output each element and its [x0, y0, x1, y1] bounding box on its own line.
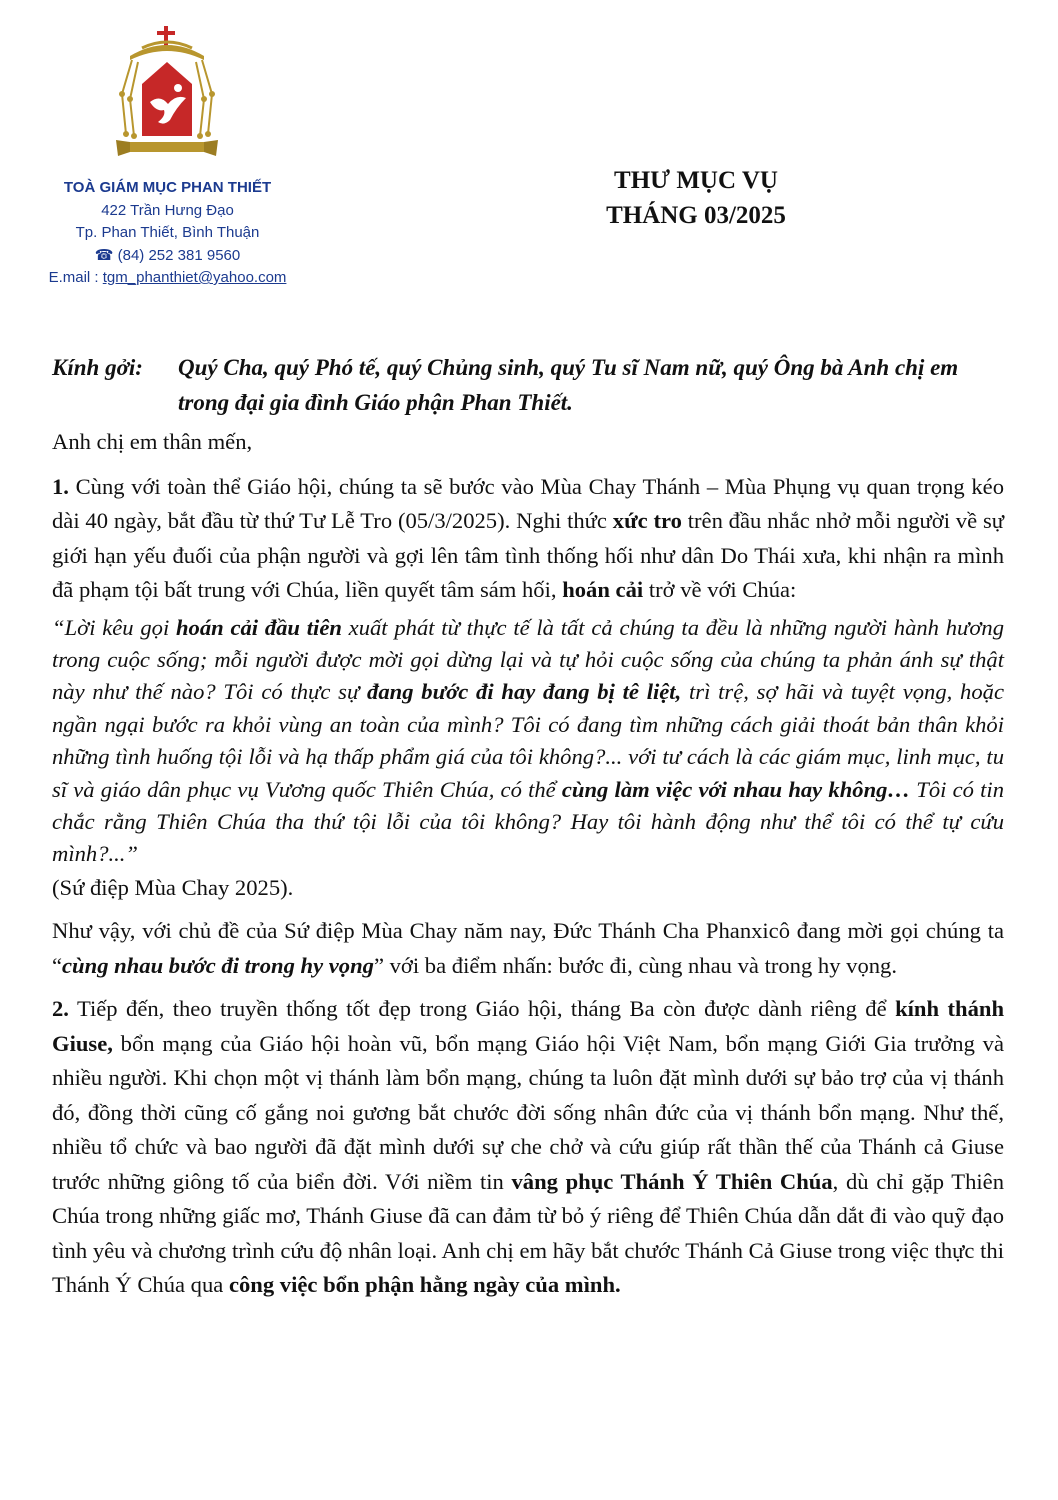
bold-run: kính thánh Giuse, — [52, 996, 1005, 1056]
text-run: ” với ba điểm nhấn: bước đi, cùng nhau và trong hy vọng. — [373, 952, 898, 978]
paragraph-theme — [52, 914, 1004, 983]
bold-italic-run: cùng nhau bước đi trong hy vọng — [62, 952, 374, 978]
org-address: 422 Trần Hưng Đạo — [101, 201, 234, 219]
quote-source: (Sứ điệp Mùa Chay 2025). — [52, 874, 294, 900]
addressee-label: Kính gởi: — [52, 355, 143, 380]
bold-run: cùng làm việc với nhau hay không… — [561, 776, 911, 802]
coat-of-arms-icon — [112, 24, 222, 164]
bold-run: vâng phục Thánh Ý Thiên Chúa — [511, 1168, 833, 1194]
email-link[interactable]: tgm_phanthiet@yahoo.com — [102, 269, 287, 286]
greeting: Anh chị em thân mến, — [52, 429, 253, 454]
text-run: Tiếp đến, theo truyền thống tốt đẹp trong Giáo hội, tháng Ba còn được dành riêng để — [68, 996, 896, 1022]
text-run: “Lời kêu gọi — [52, 614, 176, 640]
document-title — [560, 163, 832, 233]
org-phone-line — [30, 245, 305, 268]
bold-run: công việc bổn phận hằng ngày của mình. — [228, 1272, 621, 1298]
org-email-line — [30, 267, 305, 290]
title-line-1: THƯ MỤC VỤ — [614, 167, 778, 194]
text-run: trì trệ, sợ hãi và tuyệt vọng, hoặc ngần ngại bước ra khỏi vùng an toàn của mình? Tôi có đang tìm những cách giải thoát bản thân khỏi những tình huống tội lỗi và hạ thấp phẩm giá của tôi không?... với tư cách là các giám mục, linh mục, tu sĩ và giáo dân phục vụ Vương quốc Thiên Chúa, có thể — [52, 679, 1004, 802]
text-run: trên đầu nhắc nhở mỗi người về sự giới hạn yếu đuối của phận người và gợi lên tâm tình thống hối như dân Do Thái xưa, khi nhận ra mình đã phạm tội bất trung với Chúa, liền quyết tâm sám hối, — [52, 508, 1004, 602]
bold-run: đang bước đi hay đang bị tê liệt, — [367, 679, 682, 705]
diocese-coat-of-arms — [112, 24, 222, 164]
paragraph-1 — [52, 470, 1004, 608]
title-line-2: THÁNG 03/2025 — [606, 202, 786, 229]
text-run: Cùng với toàn thể Giáo hội, chúng ta sẽ bước vào Mùa Chay Thánh – Mùa Phụng vụ quan trọng kéo dài 40 ngày, bắt đầu từ thứ Tư Lễ Tro (05/3/2025). Nghi thức — [52, 473, 1004, 533]
text-run: Như vậy, với chủ đề của Sứ điệp Mùa Chay năm nay, Đức Thánh Cha Phanxicô đang mời gọi chúng ta “ — [52, 918, 1004, 978]
phone-icon: ☎ — [94, 246, 114, 264]
bold-run: hoán cải — [562, 577, 644, 602]
addressee — [52, 350, 1004, 420]
text-run: trở về với Chúa: — [643, 577, 797, 602]
bold-run: xức tro — [612, 508, 682, 533]
email-label: E.mail : — [48, 269, 99, 286]
letter-body — [52, 350, 1004, 1303]
bold-run: hoán cải đầu tiên — [175, 614, 342, 640]
org-name: TOÀ GIÁM MỤC PHAN THIẾT — [63, 179, 272, 196]
text-run: Tôi có tin chắc rằng Thiên Chúa tha thứ tội lỗi của tôi không? Hay tôi hành động như thể tôi có thể tự cứu mình?...” — [52, 776, 1004, 867]
paragraph-2 — [52, 992, 1004, 1303]
paragraph-number: 2. — [52, 996, 69, 1022]
lent-message-quote — [52, 612, 1004, 871]
sender-info — [30, 177, 305, 290]
text-run: xuất phát từ thực tế là tất cả chúng ta đều là những người hành hương trong cuộc sống; mỗi người được mời gọi dừng lại và tự hỏi cuộc sống của chúng ta phản ánh sự thật này như thế nào? Tôi có thực sự — [52, 614, 1004, 705]
text-run: , dù chỉ gặp Thiên Chúa trong những giấc mơ, Thánh Giuse đã can đảm từ bỏ ý riêng để Thiên Chúa dẫn dắt đi vào quỹ đạo tình yêu và chương trình cứu độ nhân loại. Anh chị em hãy bắt chước Thánh Cả Giuse trong việc thực thi Thánh Ý Chúa qua — [52, 1168, 1004, 1298]
addressee-text: Quý Cha, quý Phó tế, quý Chủng sinh, quý Tu sĩ Nam nữ, quý Ông bà Anh chị em trong đại gia đình Giáo phận Phan Thiết. — [178, 355, 959, 415]
org-city: Tp. Phan Thiết, Bình Thuận — [75, 224, 260, 241]
text-run: bổn mạng của Giáo hội hoàn vũ, bổn mạng Giáo hội Việt Nam, bổn mạng Giới Gia trưởng và nhiều người. Khi chọn một vị thánh làm bổn mạng, chúng ta luôn đặt mình dưới sự bảo trợ của vị thánh đó, đồng thời cũng cố gắng noi gương bắt chước đời sống nhân đức của vị thánh bổn mạng. Như thế, nhiều tổ chức và bao người đã đặt mình dưới sự che chở và cứu giúp rất thần thế của Thánh cả Giuse trước những giông tố của biển đời. Với niềm tin — [52, 1030, 1004, 1194]
paragraph-number: 1. — [52, 473, 69, 499]
org-phone: (84) 252 381 9560 — [117, 246, 241, 264]
